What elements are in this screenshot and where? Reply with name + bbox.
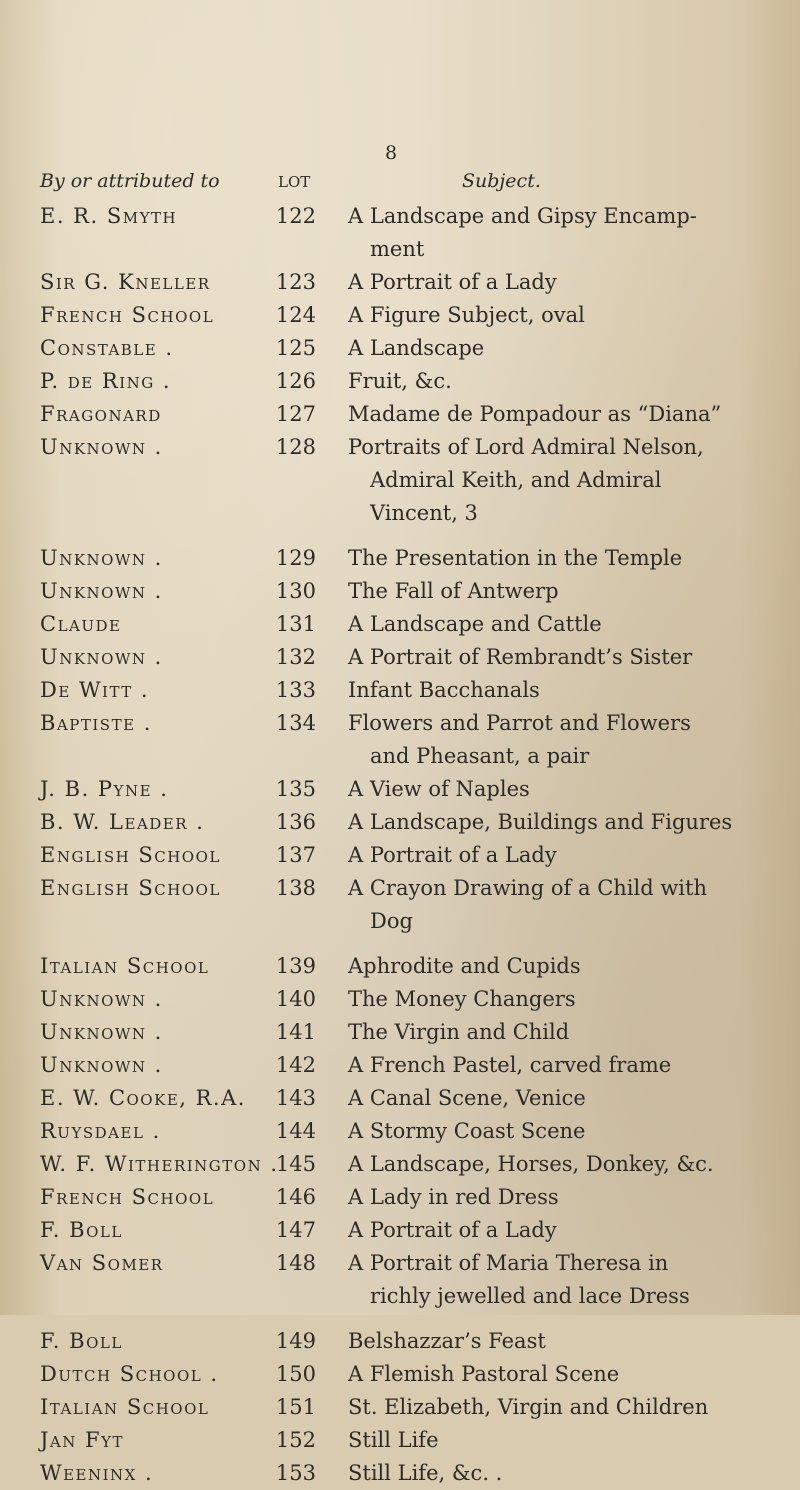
- lot-subject: [348, 983, 768, 1016]
- lot-artist: J. B. Pyne .: [40, 777, 169, 801]
- lot-artist: Weeninx .: [40, 1461, 154, 1485]
- lot-subject-text: Still Life, &c. .: [348, 1461, 503, 1485]
- lot-subject: [348, 1457, 768, 1490]
- lot-subject-text: The Presentation in the Temple: [348, 546, 683, 570]
- lot-artist: Italian School: [40, 1395, 210, 1419]
- lot-subject-text: A Portrait of a Lady: [348, 1218, 557, 1242]
- lot-number: 144: [275, 1119, 316, 1143]
- lot-subject: [348, 674, 768, 707]
- lot-number: 133: [275, 678, 316, 702]
- lot-row: [0, 608, 800, 641]
- lot-artist: Unknown .: [40, 435, 163, 459]
- lot-artist: Italian School: [40, 954, 210, 978]
- lot-artist: Ruysdael .: [40, 1119, 161, 1143]
- lot-number: 147: [275, 1218, 316, 1242]
- lot-number: 129: [275, 546, 316, 570]
- lot-subject: [348, 299, 768, 332]
- lot-subject: [348, 365, 768, 398]
- lot-subject-continuation: Admiral Keith, and Admiral: [370, 468, 662, 492]
- lot-artist: E. R. Smyth: [40, 204, 178, 228]
- lot-artist: F. Boll: [40, 1329, 123, 1353]
- lot-artist: Dutch School .: [40, 1362, 219, 1386]
- lot-artist: Unknown .: [40, 546, 163, 570]
- lot-row: [0, 1457, 800, 1490]
- lot-subject: [348, 707, 768, 773]
- lot-subject: [348, 575, 768, 608]
- lot-subject-text: Aphrodite and Cupids: [348, 954, 581, 978]
- lot-row: [0, 1424, 800, 1457]
- lot-subject: [348, 1247, 768, 1313]
- lot-subject: [348, 773, 768, 806]
- lot-row: [0, 266, 800, 299]
- subject-column-header: Subject.: [462, 170, 541, 192]
- lot-subject-continuation: Vincent, 3: [370, 501, 478, 525]
- page-number: 8: [385, 142, 398, 164]
- lot-subject-text: A Landscape, Horses, Donkey, &c.: [348, 1152, 714, 1176]
- lot-number: 146: [275, 1185, 316, 1209]
- lot-subject: [348, 1016, 768, 1049]
- lot-number: 125: [275, 336, 316, 360]
- lot-number: 134: [275, 711, 316, 735]
- lot-row: [0, 773, 800, 806]
- lot-subject: [348, 872, 768, 938]
- lot-artist: Unknown .: [40, 987, 163, 1011]
- lot-subject-text: A Portrait of a Lady: [348, 270, 557, 294]
- lot-subject: [348, 266, 768, 299]
- lot-subject-text: Belshazzar’s Feast: [348, 1329, 546, 1353]
- lot-row: [0, 1325, 800, 1358]
- lot-row: [0, 1181, 800, 1214]
- lot-list: [0, 200, 800, 1490]
- lot-artist: P. de Ring .: [40, 369, 172, 393]
- lot-subject-text: A French Pastel, carved frame: [348, 1053, 672, 1077]
- lot-number: 150: [275, 1362, 316, 1386]
- lot-row: [0, 398, 800, 431]
- lot-row: [0, 332, 800, 365]
- lot-row: [0, 950, 800, 983]
- lot-number: 135: [275, 777, 316, 801]
- lot-row: [0, 641, 800, 674]
- lot-subject-text: Portraits of Lord Admiral Nelson,: [348, 435, 704, 459]
- lot-artist: English School: [40, 876, 221, 900]
- lot-row: [0, 872, 800, 938]
- lot-column-header: LOT: [278, 173, 311, 191]
- lot-subject: [348, 200, 768, 266]
- lot-subject: [348, 608, 768, 641]
- lot-subject: [348, 1214, 768, 1247]
- lot-subject-text: A Lady in red Dress: [348, 1185, 559, 1209]
- lot-number: 126: [275, 369, 316, 393]
- lot-subject-text: A Flemish Pastoral Scene: [348, 1362, 620, 1386]
- lot-subject-text: A Figure Subject, oval: [348, 303, 585, 327]
- lot-row: [0, 1049, 800, 1082]
- lot-number: 152: [275, 1428, 316, 1452]
- lot-artist: De Witt .: [40, 678, 150, 702]
- lot-subject: [348, 1115, 768, 1148]
- lot-row: [0, 1115, 800, 1148]
- lot-subject-text: Madame de Pompadour as “Diana”: [348, 402, 722, 426]
- lot-number: 123: [275, 270, 316, 294]
- lot-subject-text: Flowers and Parrot and Flowers: [348, 711, 691, 735]
- lot-subject: [348, 1325, 768, 1358]
- lot-number: 140: [275, 987, 316, 1011]
- lot-row: [0, 542, 800, 575]
- lot-subject: [348, 431, 768, 530]
- lot-artist: Baptiste .: [40, 711, 152, 735]
- lot-artist: Van Somer: [40, 1251, 164, 1275]
- lot-subject: [348, 1391, 768, 1424]
- lot-subject-text: The Virgin and Child: [348, 1020, 570, 1044]
- lot-artist: Claude: [40, 612, 122, 636]
- lot-number: 153: [275, 1461, 316, 1485]
- lot-number: 139: [275, 954, 316, 978]
- lot-artist: W. F. Witherington .: [40, 1152, 279, 1176]
- lot-subject-text: A Landscape: [348, 336, 485, 360]
- lot-row: [0, 1016, 800, 1049]
- lot-artist: Jan Fyt: [40, 1428, 125, 1452]
- lot-number: 138: [275, 876, 316, 900]
- lot-row: [0, 674, 800, 707]
- section-spacer: [0, 938, 800, 950]
- lot-artist: F. Boll: [40, 1218, 123, 1242]
- lot-artist: French School: [40, 303, 215, 327]
- lot-row: [0, 1214, 800, 1247]
- lot-subject-text: The Money Changers: [348, 987, 576, 1011]
- lot-subject: [348, 1181, 768, 1214]
- lot-number: 132: [275, 645, 316, 669]
- lot-artist: B. W. Leader .: [40, 810, 205, 834]
- section-spacer: [0, 530, 800, 542]
- lot-subject-text: A Landscape and Gipsy Encamp-: [348, 204, 697, 228]
- lot-artist: Unknown .: [40, 645, 163, 669]
- lot-row: [0, 1082, 800, 1115]
- lot-number: 141: [275, 1020, 316, 1044]
- lot-subject: [348, 839, 768, 872]
- lot-number: 151: [275, 1395, 316, 1419]
- lot-subject-text: The Fall of Antwerp: [348, 579, 559, 603]
- lot-subject-text: A Portrait of Rembrandt’s Sister: [348, 645, 693, 669]
- lot-number: 127: [275, 402, 316, 426]
- lot-subject: [348, 1049, 768, 1082]
- lot-subject-text: A Landscape, Buildings and Figures: [348, 810, 733, 834]
- lot-number: 137: [275, 843, 316, 867]
- lot-row: [0, 839, 800, 872]
- lot-number: 148: [275, 1251, 316, 1275]
- lot-subject: [348, 542, 768, 575]
- lot-subject-text: A Landscape and Cattle: [348, 612, 602, 636]
- lot-subject: [348, 398, 768, 431]
- lot-artist: Unknown .: [40, 579, 163, 603]
- lot-number: 124: [275, 303, 316, 327]
- lot-number: 122: [275, 204, 316, 228]
- lot-subject-text: St. Elizabeth, Virgin and Children: [348, 1395, 709, 1419]
- lot-subject-text: Infant Bacchanals: [348, 678, 540, 702]
- lot-subject-text: A Canal Scene, Venice: [348, 1086, 586, 1110]
- lot-number: 128: [275, 435, 316, 459]
- lot-subject-continuation: Dog: [370, 909, 413, 933]
- lot-subject: [348, 806, 768, 839]
- lot-subject: [348, 1424, 768, 1457]
- lot-number: 136: [275, 810, 316, 834]
- lot-number: 143: [275, 1086, 316, 1110]
- lot-row: [0, 806, 800, 839]
- artist-column-header: By or attributed to: [40, 170, 220, 192]
- column-headers: [0, 170, 800, 200]
- lot-row: [0, 707, 800, 773]
- lot-artist: Constable .: [40, 336, 174, 360]
- lot-artist: Unknown .: [40, 1020, 163, 1044]
- lot-artist: French School: [40, 1185, 215, 1209]
- lot-subject-text: A Crayon Drawing of a Child with: [348, 876, 707, 900]
- lot-row: [0, 299, 800, 332]
- lot-artist: Fragonard: [40, 402, 162, 426]
- lot-row: [0, 200, 800, 266]
- lot-subject: [348, 641, 768, 674]
- lot-artist: English School: [40, 843, 221, 867]
- lot-row: [0, 1358, 800, 1391]
- lot-number: 145: [275, 1152, 316, 1176]
- lot-subject: [348, 1148, 768, 1181]
- lot-number: 149: [275, 1329, 316, 1353]
- lot-number: 142: [275, 1053, 316, 1077]
- lot-subject-continuation: and Pheasant, a pair: [370, 744, 590, 768]
- lot-row: [0, 575, 800, 608]
- lot-row: [0, 431, 800, 530]
- lot-number: 131: [275, 612, 316, 636]
- lot-subject: [348, 332, 768, 365]
- lot-row: [0, 1148, 800, 1181]
- lot-row: [0, 983, 800, 1016]
- lot-subject-continuation: richly jewelled and lace Dress: [370, 1284, 690, 1308]
- lot-artist: Sir G. Kneller: [40, 270, 211, 294]
- lot-row: [0, 1247, 800, 1313]
- lot-row: [0, 1391, 800, 1424]
- lot-artist: Unknown .: [40, 1053, 163, 1077]
- lot-subject: [348, 1082, 768, 1115]
- lot-subject-text: A View of Naples: [348, 777, 530, 801]
- lot-subject-text: A Portrait of Maria Theresa in: [348, 1251, 669, 1275]
- lot-subject-continuation: ment: [370, 237, 425, 261]
- lot-subject: [348, 1358, 768, 1391]
- lot-artist: E. W. Cooke, R.A.: [40, 1086, 246, 1110]
- lot-subject-text: Still Life: [348, 1428, 439, 1452]
- lot-subject-text: A Portrait of a Lady: [348, 843, 557, 867]
- lot-subject: [348, 950, 768, 983]
- lot-row: [0, 365, 800, 398]
- lot-subject-text: A Stormy Coast Scene: [348, 1119, 586, 1143]
- lot-number: 130: [275, 579, 316, 603]
- lot-subject-text: Fruit, &c.: [348, 369, 452, 393]
